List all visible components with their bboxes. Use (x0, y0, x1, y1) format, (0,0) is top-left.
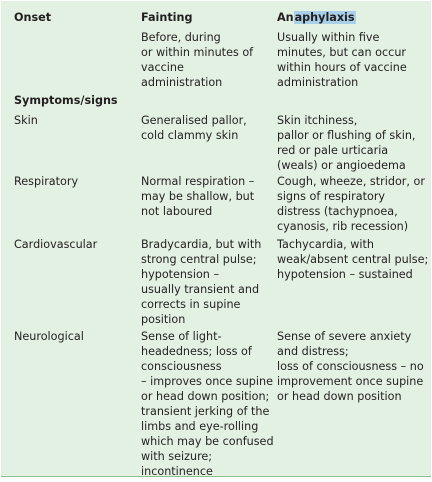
neurological-fainting-line: consciousness (141, 360, 222, 373)
cardiovascular-anaphylaxis-line: Tachycardia, with (277, 238, 375, 251)
onset-fainting-line: Before, during (141, 31, 221, 44)
neurological-fainting (141, 329, 274, 479)
respiratory-fainting-line: may be shallow, but (141, 190, 255, 203)
onset-fainting (141, 30, 253, 90)
onset-anaphylaxis-line: within hours of vaccine (277, 61, 407, 74)
neurological-anaphylaxis-line: and distress; (277, 345, 349, 358)
onset-anaphylaxis-line: minutes, but can occur (277, 46, 407, 59)
cardiovascular-fainting-line: Bradycardia, but with (141, 238, 262, 251)
comparison-table (1, 1, 431, 477)
onset-anaphylaxis (277, 30, 407, 90)
cardiovascular-fainting-line: hypotension – (141, 268, 220, 281)
cardiovascular-anaphylaxis-line: weak/absent central pulse; (277, 253, 429, 266)
cardiovascular-anaphylaxis (277, 237, 428, 282)
neurological-anaphylaxis-line: or head down position (277, 390, 402, 403)
onset-fainting-line: administration (141, 76, 223, 89)
neurological-anaphylaxis (277, 329, 424, 404)
respiratory-fainting (141, 174, 254, 219)
respiratory-anaphylaxis-line: cyanosis, rib recession) (277, 220, 409, 233)
neurological-fainting-line: limbs and eye-rolling (141, 420, 259, 433)
respiratory-fainting-line: not laboured (141, 205, 213, 218)
respiratory-fainting-line: Normal respiration – (141, 175, 255, 188)
neurological-fainting-line: transient jerking of the (141, 405, 270, 418)
skin-anaphylaxis-line: (weals) or angioedema (277, 159, 406, 172)
neurological-fainting-line: or head down position; (141, 390, 270, 403)
respiratory-anaphylaxis-line: distress (tachypnoea, (277, 205, 398, 218)
respiratory-anaphylaxis (277, 174, 425, 234)
respiratory-anaphylaxis-line: Cough, wheeze, stridor, or (277, 175, 425, 188)
header-anaphylaxis (277, 10, 356, 25)
skin-anaphylaxis-line: red or pale urticaria (277, 144, 389, 157)
skin-anaphylaxis-line: pallor or flushing of skin, (277, 129, 416, 142)
header-anaphylaxis-highlight: aphylaxis (294, 11, 355, 24)
cardiovascular-anaphylaxis-line: hypotension – sustained (277, 268, 413, 281)
neurological-anaphylaxis-line: loss of consciousness – no (277, 360, 424, 373)
cardiovascular-fainting-line: usually transient and (141, 283, 260, 296)
skin-fainting (141, 113, 247, 143)
skin-anaphylaxis (277, 113, 416, 173)
neurological-fainting-line: which may be confused (141, 435, 274, 448)
section-symptoms-signs: Symptoms/signs (14, 94, 118, 107)
row-label-respiratory: Respiratory (14, 175, 79, 188)
skin-anaphylaxis-line: Skin itchiness, (277, 114, 358, 127)
neurological-anaphylaxis-line: Sense of severe anxiety (277, 330, 412, 343)
row-label-skin: Skin (14, 114, 38, 127)
row-label-cardiovascular: Cardiovascular (14, 238, 98, 251)
onset-fainting-line: vaccine (141, 61, 184, 74)
header-onset: Onset (14, 11, 52, 24)
cardiovascular-fainting-line: strong central pulse; (141, 253, 257, 266)
cardiovascular-fainting (141, 237, 261, 327)
header-fainting: Fainting (141, 11, 193, 24)
onset-fainting-line: or within minutes of (141, 46, 254, 59)
neurological-fainting-line: with seizure; (141, 450, 213, 463)
onset-anaphylaxis-line: Usually within five (277, 31, 380, 44)
skin-fainting-line: cold clammy skin (141, 129, 239, 142)
neurological-fainting-line: headedness; loss of (141, 345, 252, 358)
skin-fainting-line: Generalised pallor, (141, 114, 247, 127)
neurological-fainting-line: incontinence (141, 465, 213, 478)
cardiovascular-fainting-line: corrects in supine (141, 298, 241, 311)
header-anaphylaxis-prefix: An (277, 11, 294, 24)
row-label-neurological: Neurological (14, 330, 84, 343)
neurological-fainting-line: Sense of light- (141, 330, 222, 343)
neurological-fainting-line: – improves once supine (141, 375, 273, 388)
respiratory-anaphylaxis-line: signs of respiratory (277, 190, 386, 203)
onset-anaphylaxis-line: administration (277, 76, 359, 89)
cardiovascular-fainting-line: position (141, 313, 186, 326)
neurological-anaphylaxis-line: improvement once supine (277, 375, 424, 388)
